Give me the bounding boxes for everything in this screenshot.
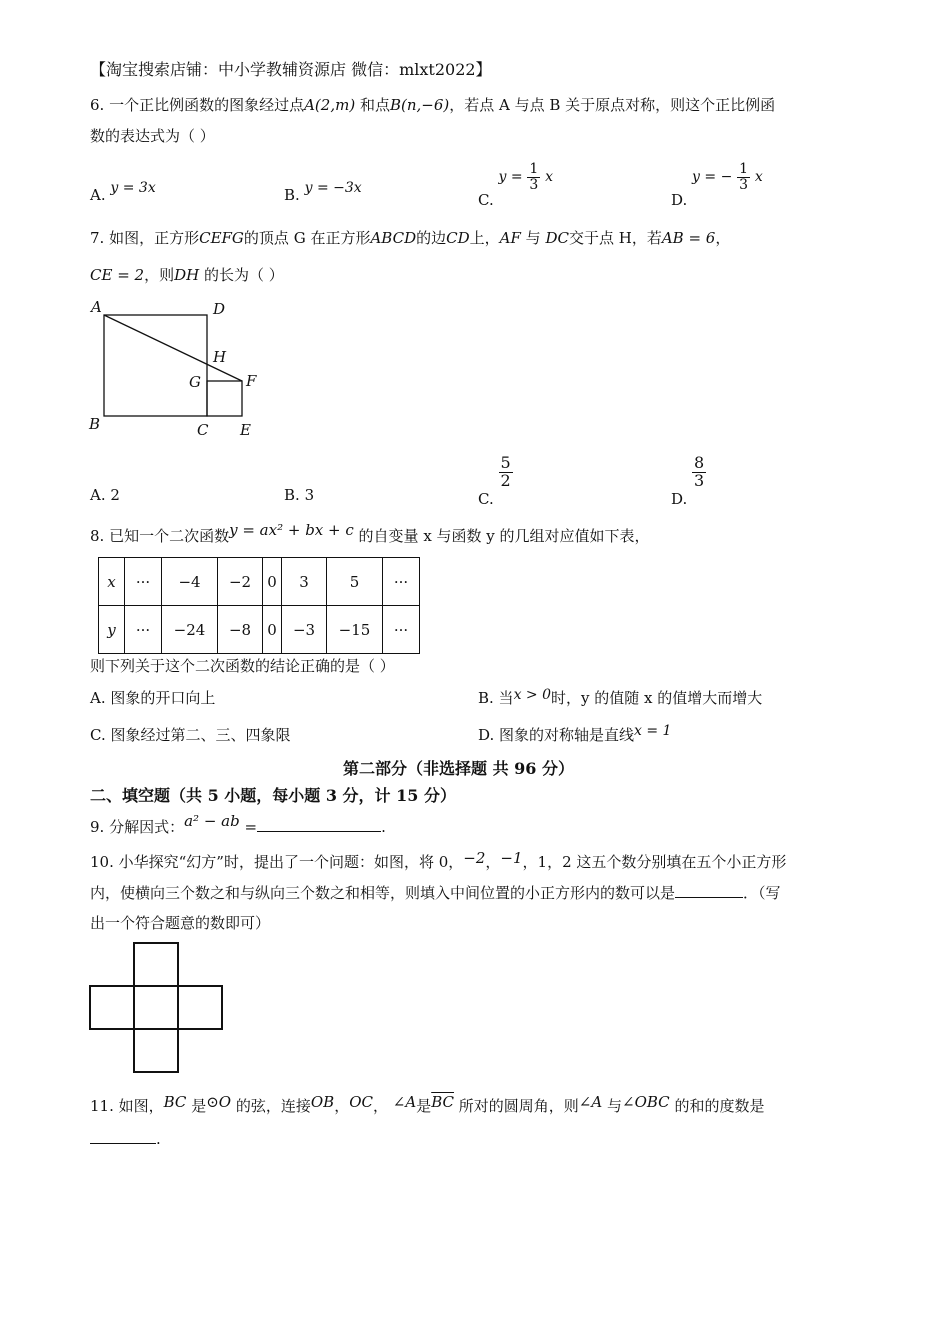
q7-figure: [85, 295, 265, 440]
q7-option-a: A. 2: [90, 486, 120, 504]
q8-line2: 则下列关于这个二次函数的结论正确的是（ ）: [90, 657, 395, 675]
section-fill-in-title: 二、填空题（共 5 小题，每小题 3 分，计 15 分）: [90, 786, 456, 805]
label-g: G: [189, 373, 201, 391]
q9-answer-blank[interactable]: [257, 831, 381, 832]
q8-option-a: A. 图象的开口向上: [90, 689, 216, 707]
cell-top: [134, 943, 178, 986]
q8-line1: 8. 已知一个二次函数y = ax² + bx + c 的自变量 x 与函数 y 的几组对应值如下表，: [90, 521, 650, 545]
q7-option-c: C. $\frac{5}{2}$: [478, 453, 511, 509]
q10-line3: 出一个符合题意的数即可）: [90, 914, 271, 932]
q6-option-d: D. y = − $\frac{1}{3}$ x: [671, 161, 763, 210]
label-e: E: [240, 421, 251, 439]
label-h: H: [213, 348, 227, 366]
q6-option-c: C. y = $\frac{1}{3}$ x: [478, 161, 553, 210]
q6-text-e: ，若点 A 与点 B 关于原点对称，则这个正比例函: [449, 96, 776, 114]
part2-title: 第二部分（非选择题 共 96 分）: [343, 759, 574, 778]
header-watermark: 【淘宝搜索店铺：中小学教辅资源店 微信：mlxt2022】: [90, 60, 492, 79]
cell-bottom: [134, 1029, 178, 1072]
q8-option-d: D. 图象的对称轴是直线x = 1: [478, 723, 672, 744]
square-cefg: [207, 381, 242, 416]
q11-line1: 11. 如图，BC 是⊙O 的弦，连接OB，OC， ∠A是$\overline{BC}$ 所对的圆周角，则∠A 与∠OBC 的和的度数是: [90, 1093, 765, 1115]
cell-center: [134, 986, 178, 1029]
q10-cross-figure: [88, 940, 228, 1076]
label-c: C: [197, 421, 209, 439]
q6-line2: 数的表达式为（ ）: [90, 127, 215, 145]
q7-option-b: B. 3: [284, 486, 315, 504]
q6-line1: [90, 96, 775, 114]
q6-point-a: A(2,m): [304, 96, 356, 114]
q11-line2: .: [90, 1130, 161, 1148]
q8-value-table: [98, 557, 420, 654]
q6-text-c: 和点: [359, 96, 390, 114]
cell-right: [178, 986, 222, 1029]
q7-option-d: D. $\frac{8}{3}$: [671, 453, 705, 509]
q10-answer-blank[interactable]: [675, 897, 743, 898]
square-abcd: [104, 315, 207, 416]
q10-line1: 10. 小华探究“幻方”时，提出了一个问题：如图，将 0，−2，−1，1，2 这五个数分别填在五个小正方形: [90, 849, 787, 871]
q9-line: 9. 分解因式：a² − ab = .: [90, 812, 386, 836]
q10-line2: 内，使横向三个数之和与纵向三个数之和相等，则填入中间位置的小正方形内的数可以是 ．（写: [90, 884, 781, 902]
label-d: D: [213, 300, 226, 318]
q6-text-a: 6. 一个正比例函数的图象经过点: [90, 96, 305, 114]
q11-answer-blank[interactable]: [90, 1143, 156, 1144]
label-f: F: [246, 372, 257, 390]
label-b: B: [89, 415, 101, 433]
table-row-x: x ··· −4 −2 0 3 5 ···: [99, 558, 420, 606]
q8-option-b: B. 当x > 0时，y 的值随 x 的值增大而增大: [478, 687, 763, 707]
q6-option-a: A. y = 3x: [90, 180, 156, 204]
q7-line2: CE = 2，则DH 的长为（ ）: [90, 266, 284, 284]
q6-point-b: B(n,−6): [389, 96, 450, 114]
q6-option-b: B. y = −3x: [284, 180, 362, 204]
q8-option-c: C. 图象经过第二、三、四象限: [90, 726, 291, 744]
table-row-y: y ··· −24 −8 0 −3 −15 ···: [99, 606, 420, 654]
arc-bc: $\overline{BC}$: [431, 1093, 454, 1111]
cell-left: [90, 986, 134, 1029]
label-a: A: [91, 298, 102, 316]
q7-line1: 7. 如图，正方形CEFG的顶点 G 在正方形ABCD的边CD上，AF 与 DC交于点 H，若AB = 6，: [90, 229, 731, 247]
